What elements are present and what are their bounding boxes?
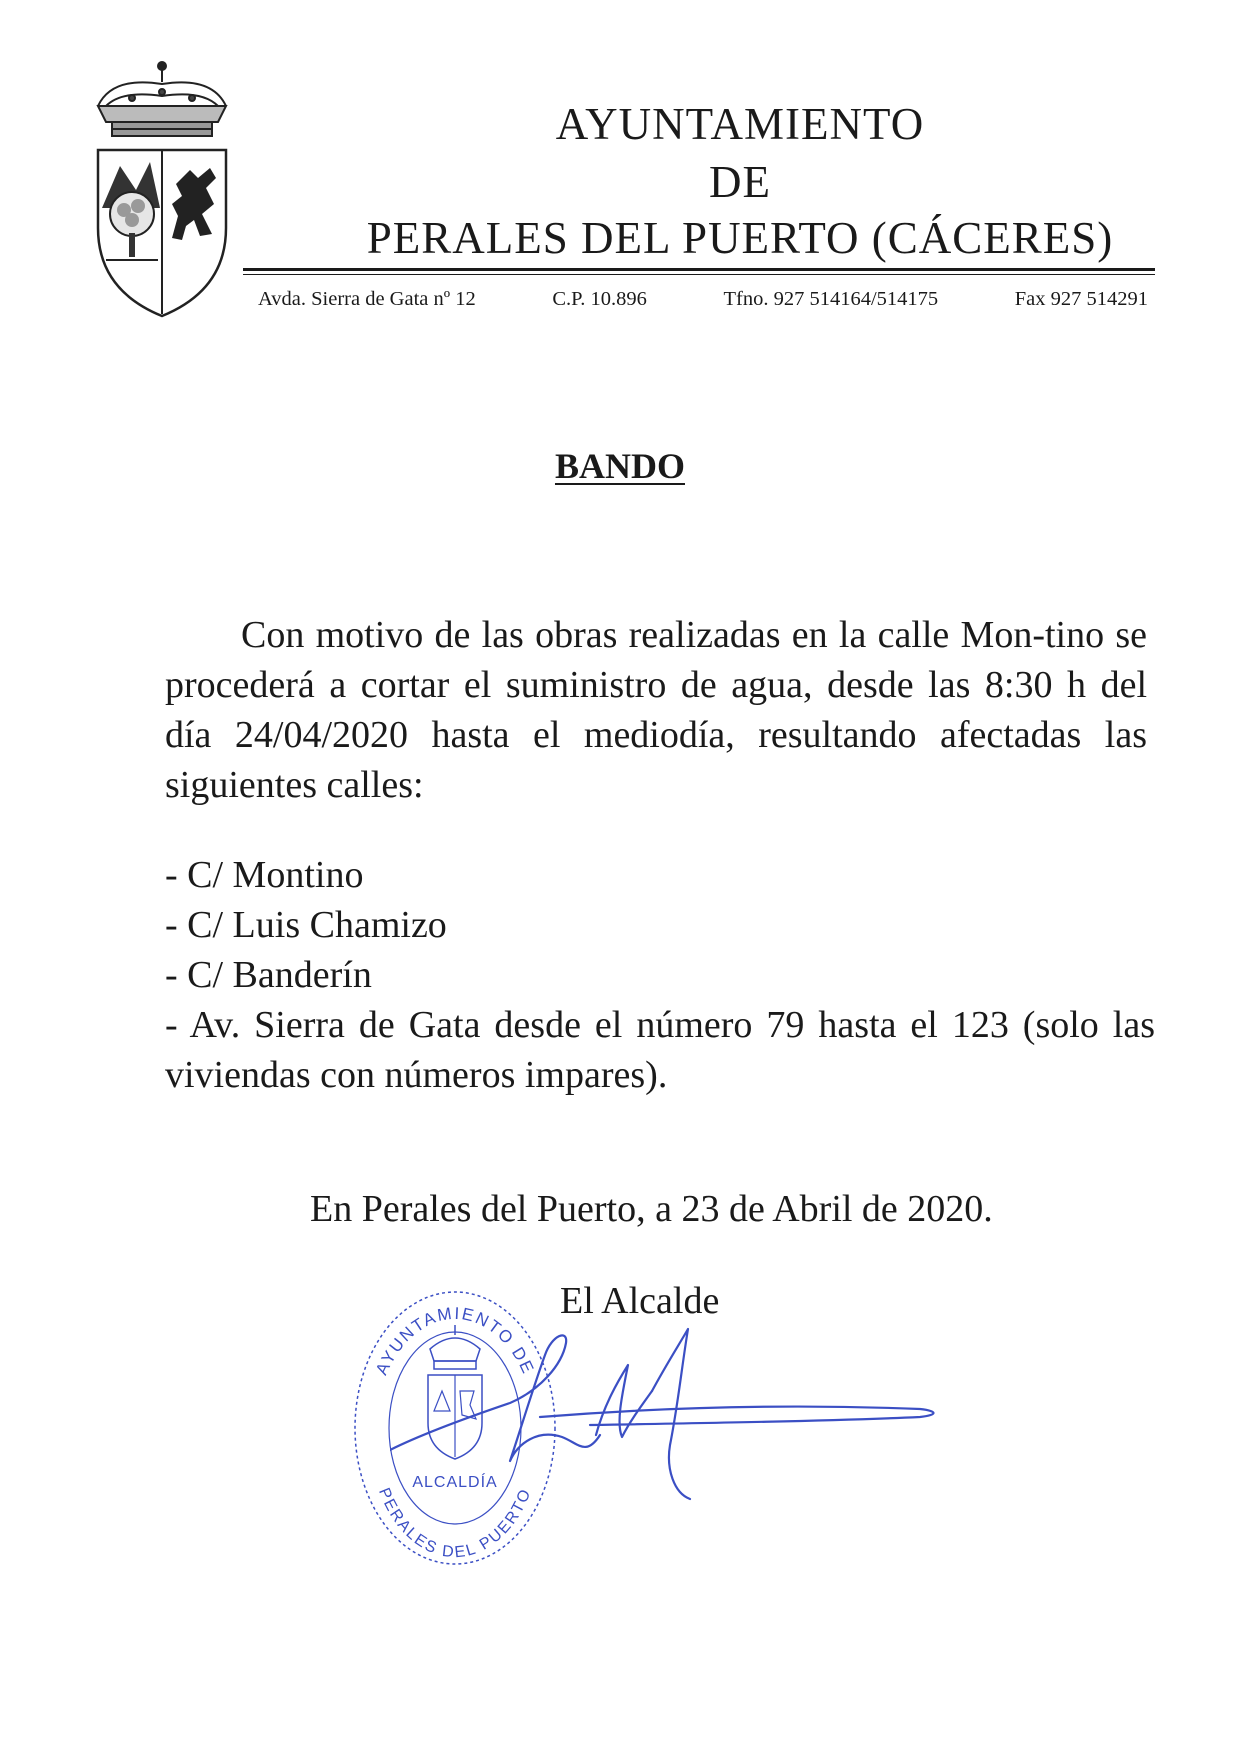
affected-streets-list xyxy=(165,850,1155,1100)
mayor-signature xyxy=(390,1325,960,1515)
svg-text:ALCALDÍA: ALCALDÍA xyxy=(412,1474,498,1491)
svg-text:PERALES DEL PUERTO: PERALES DEL PUERTO xyxy=(375,1485,535,1562)
header-divider xyxy=(243,268,1155,271)
address: Avda. Sierra de Gata nº 12 xyxy=(258,288,476,310)
svg-text:AYUNTAMIENTO DE: AYUNTAMIENTO DE xyxy=(371,1303,539,1378)
contact-line xyxy=(258,289,1148,310)
document-title: BANDO xyxy=(554,446,685,486)
street-item: - C/ Luis Chamizo xyxy=(165,904,447,946)
org-name-line-1: AYUNTAMIENTO xyxy=(555,99,925,149)
org-name-line-2: DE xyxy=(709,157,771,207)
phone: Tfno. 927 514164/514175 xyxy=(723,288,939,310)
postal-code: C.P. 10.896 xyxy=(552,288,647,310)
fax: Fax 927 514291 xyxy=(1014,288,1148,310)
place-and-date: En Perales del Puerto, a 23 de Abril de 2020. xyxy=(310,1188,993,1230)
org-name-line-3: PERALES DEL PUERTO (CÁCERES) xyxy=(366,213,1114,263)
coat-of-arms-logo xyxy=(92,58,232,320)
body-paragraph: Con motivo de las obras realizadas en la calle Mon-tino se procederá a cortar el suministro de agua, desde las 8:30 h del día 24/04/2020 hasta el mediodía, resultando afectadas las siguientes calles: xyxy=(165,614,1147,806)
signer-title: El Alcalde xyxy=(560,1280,720,1322)
street-item: - Av. Sierra de Gata desde el número 79 hasta el 123 (solo las viviendas con números impares). xyxy=(165,1004,1155,1096)
header-divider-thin xyxy=(243,274,1155,275)
street-item: - C/ Banderín xyxy=(165,954,372,996)
street-item: - C/ Montino xyxy=(165,854,364,896)
